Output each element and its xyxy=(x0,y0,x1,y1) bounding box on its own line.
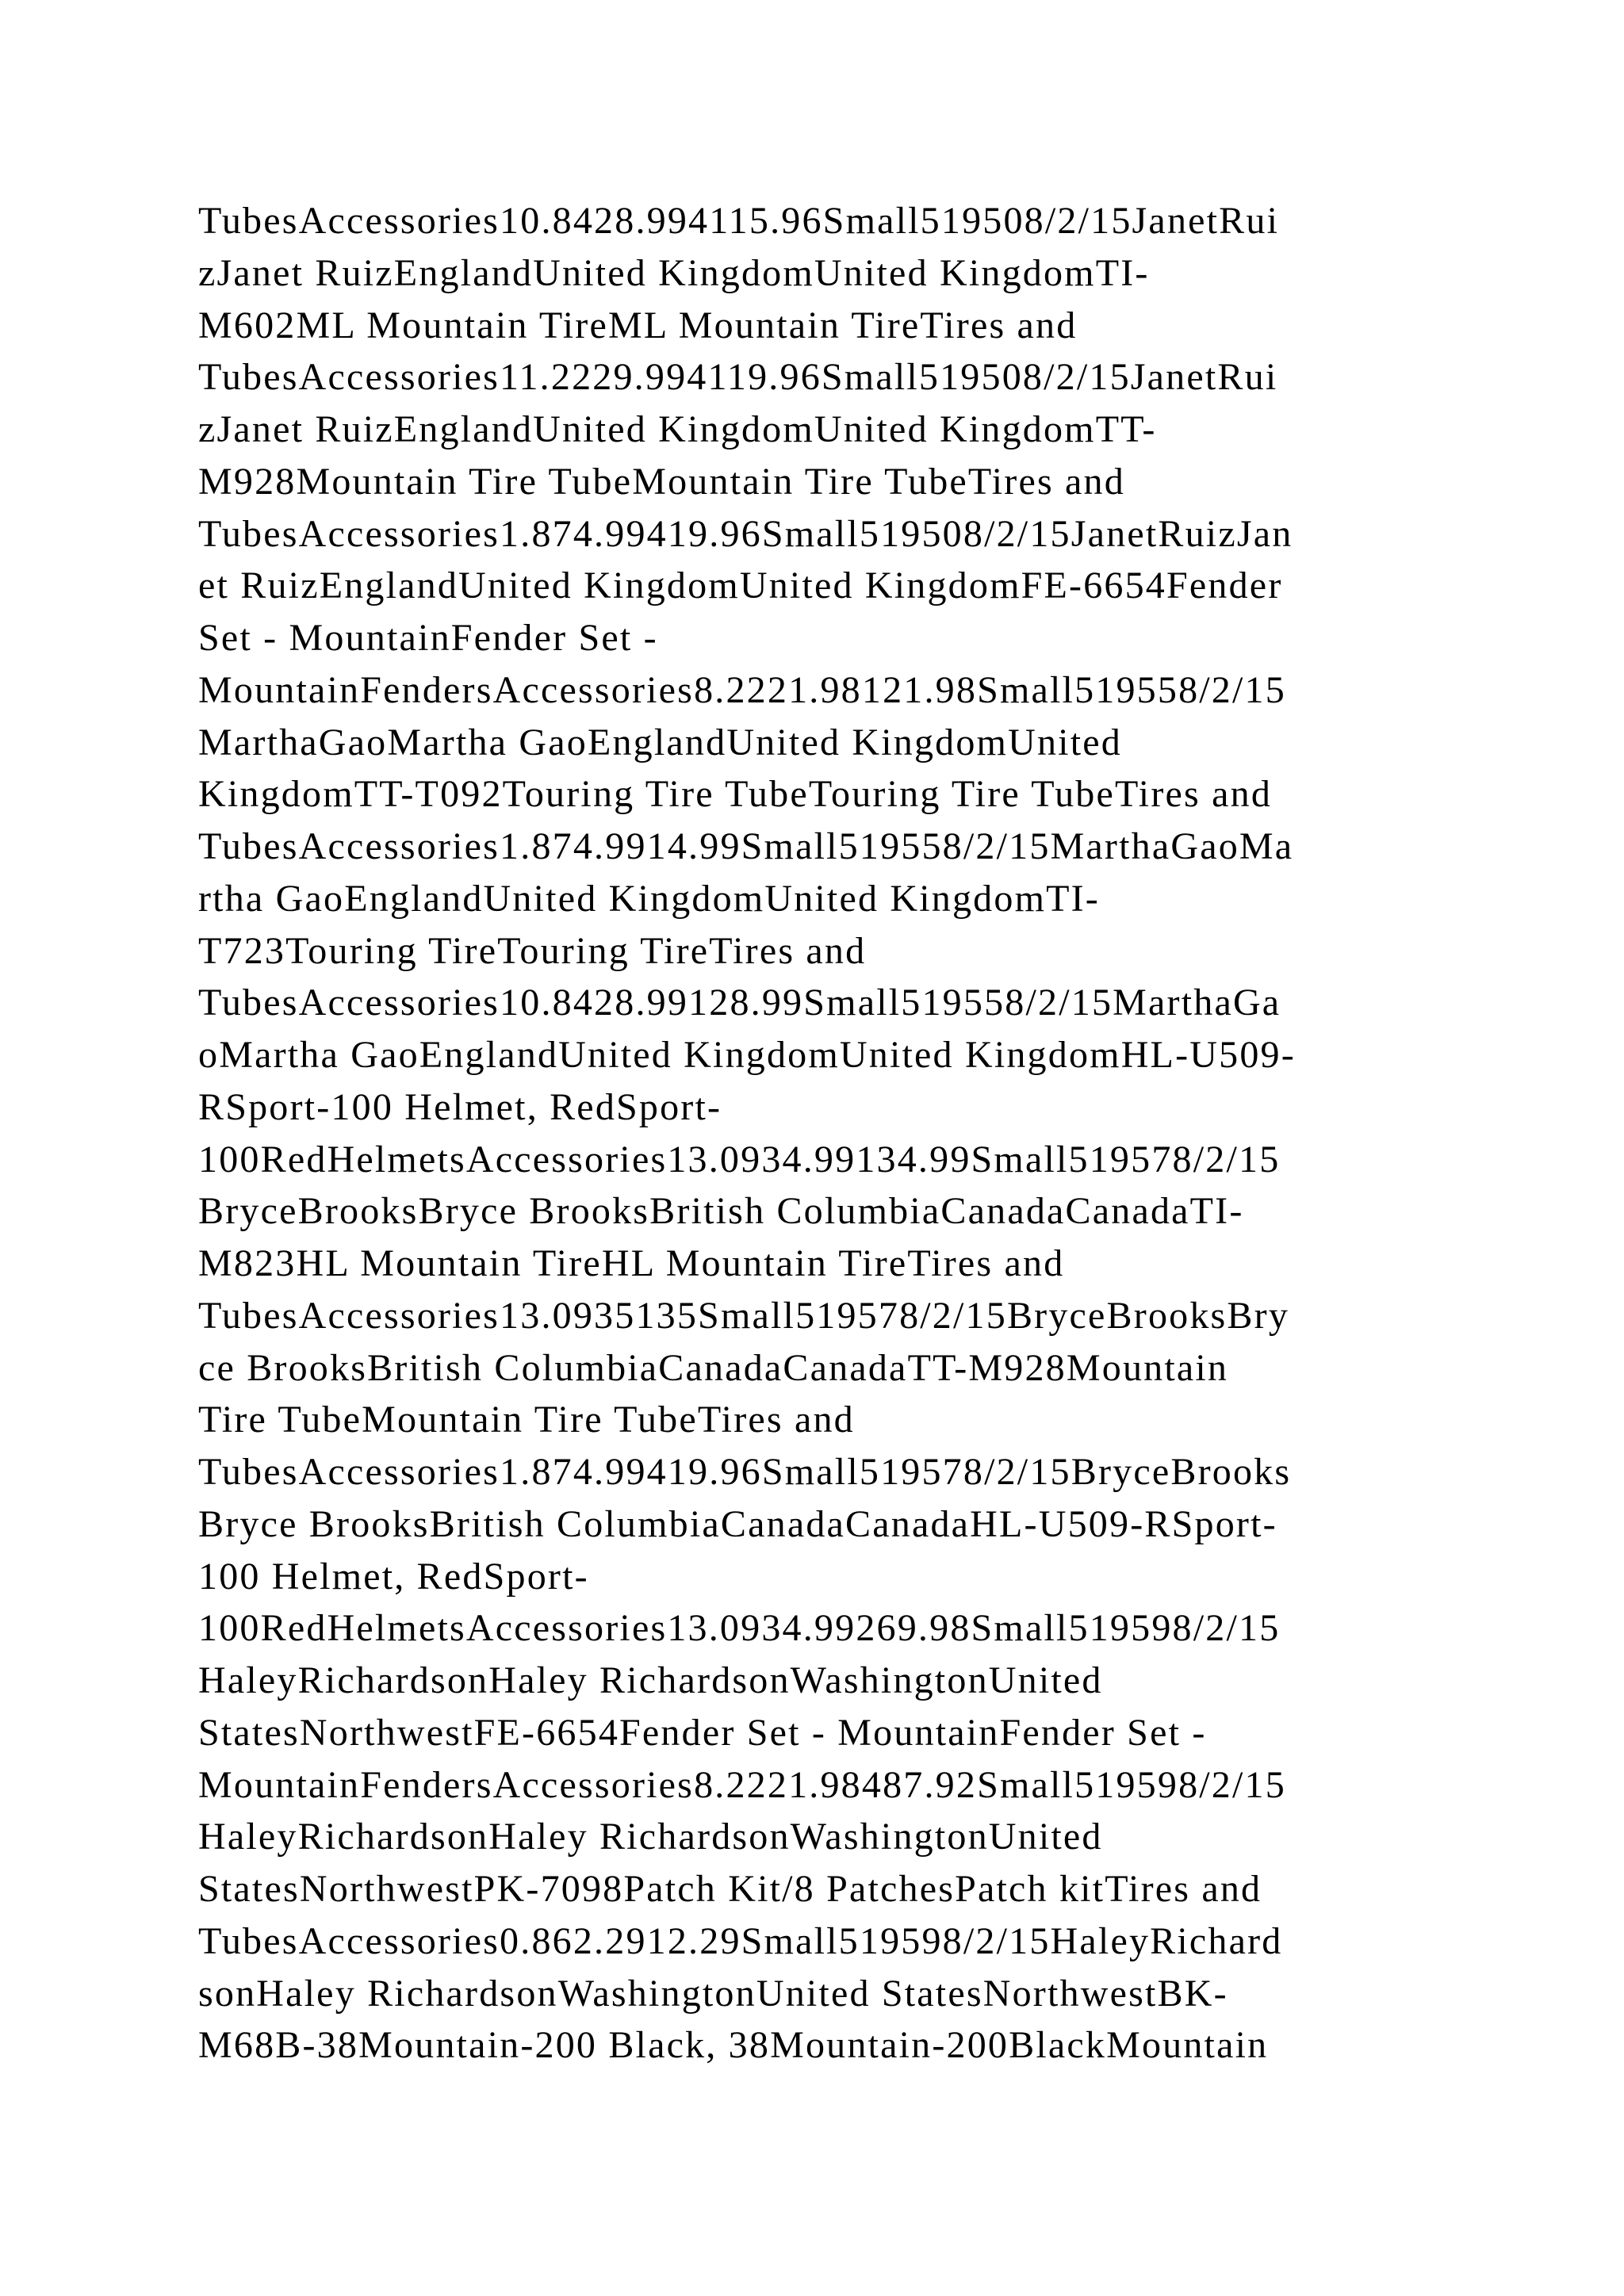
text-line: TubesAccessories13.0935135Small519578/2/15BryceBrooksBry xyxy=(198,1294,1290,1337)
text-line: TubesAccessories1.874.9914.99Small519558/2/15MarthaGaoMa xyxy=(198,825,1294,867)
text-line: zJanet RuizEnglandUnited KingdomUnited KingdomTT- xyxy=(198,408,1157,450)
text-line: KingdomTT-T092Touring Tire TubeTouring Tire TubeTires and xyxy=(198,773,1273,816)
text-line: MountainFendersAccessories8.2221.98487.92Small519598/2/15 xyxy=(198,1763,1286,1806)
text-line: StatesNorthwestPK-7098Patch Kit/8 PatchesPatch kitTires and xyxy=(198,1868,1262,1910)
text-line: M823HL Mountain TireHL Mountain TireTires and xyxy=(198,1242,1065,1284)
text-line: Set - MountainFender Set - xyxy=(198,617,658,659)
text-line: HaleyRichardsonHaley RichardsonWashingtonUnited xyxy=(198,1816,1103,1858)
text-line: HaleyRichardsonHaley RichardsonWashingtonUnited xyxy=(198,1659,1103,1701)
text-line: zJanet RuizEnglandUnited KingdomUnited KingdomTI- xyxy=(198,251,1150,294)
text-line: Tire TubeMountain Tire TubeTires and xyxy=(198,1399,855,1441)
text-line: ce BrooksBritish ColumbiaCanadaCanadaTT-M928Mountain xyxy=(198,1346,1229,1389)
text-line: TubesAccessories10.8428.994115.96Small519508/2/15JanetRui xyxy=(198,200,1280,242)
document-body-text xyxy=(198,195,1435,2072)
text-line: StatesNorthwestFE-6654Fender Set - MountainFender Set - xyxy=(198,1711,1207,1754)
text-line: TubesAccessories10.8428.99128.99Small519558/2/15MarthaGa xyxy=(198,982,1281,1024)
text-line: MountainFendersAccessories8.2221.98121.98Small519558/2/15 xyxy=(198,668,1286,711)
text-line: 100RedHelmetsAccessories13.0934.99269.98Small519598/2/15 xyxy=(198,1607,1281,1650)
text-line: 100 Helmet, RedSport- xyxy=(198,1555,589,1598)
text-line: M602ML Mountain TireML Mountain TireTires and xyxy=(198,304,1078,346)
text-line: RSport-100 Helmet, RedSport- xyxy=(198,1085,722,1128)
text-line: MarthaGaoMartha GaoEnglandUnited KingdomUnited xyxy=(198,721,1122,763)
text-line: TubesAccessories11.2229.994119.96Small519508/2/15JanetRui xyxy=(198,356,1278,399)
text-line: TubesAccessories0.862.2912.29Small519598/2/15HaleyRichard xyxy=(198,1919,1283,1962)
text-line: M928Mountain Tire TubeMountain Tire TubeTires and xyxy=(198,460,1125,503)
text-line: TubesAccessories1.874.99419.96Small519508/2/15JanetRuizJan xyxy=(198,512,1293,555)
text-line: sonHaley RichardsonWashingtonUnited StatesNorthwestBK- xyxy=(198,1972,1228,2015)
text-line: TubesAccessories1.874.99419.96Small519578/2/15BryceBrooks xyxy=(198,1451,1292,1493)
text-line: M68B-38Mountain-200 Black, 38Mountain-200BlackMountain xyxy=(198,2024,1269,2067)
text-line: rtha GaoEnglandUnited KingdomUnited KingdomTI- xyxy=(198,877,1100,920)
text-line: Bryce BrooksBritish ColumbiaCanadaCanadaHL-U509-RSport- xyxy=(198,1502,1277,1545)
text-line: 100RedHelmetsAccessories13.0934.99134.99Small519578/2/15 xyxy=(198,1138,1281,1181)
text-line: BryceBrooksBryce BrooksBritish ColumbiaCanadaCanadaTI- xyxy=(198,1190,1244,1233)
text-line: et RuizEnglandUnited KingdomUnited KingdomFE-6654Fender xyxy=(198,564,1283,607)
text-line: T723Touring TireTouring TireTires and xyxy=(198,929,867,972)
text-line: oMartha GaoEnglandUnited KingdomUnited KingdomHL-U509- xyxy=(198,1034,1296,1076)
